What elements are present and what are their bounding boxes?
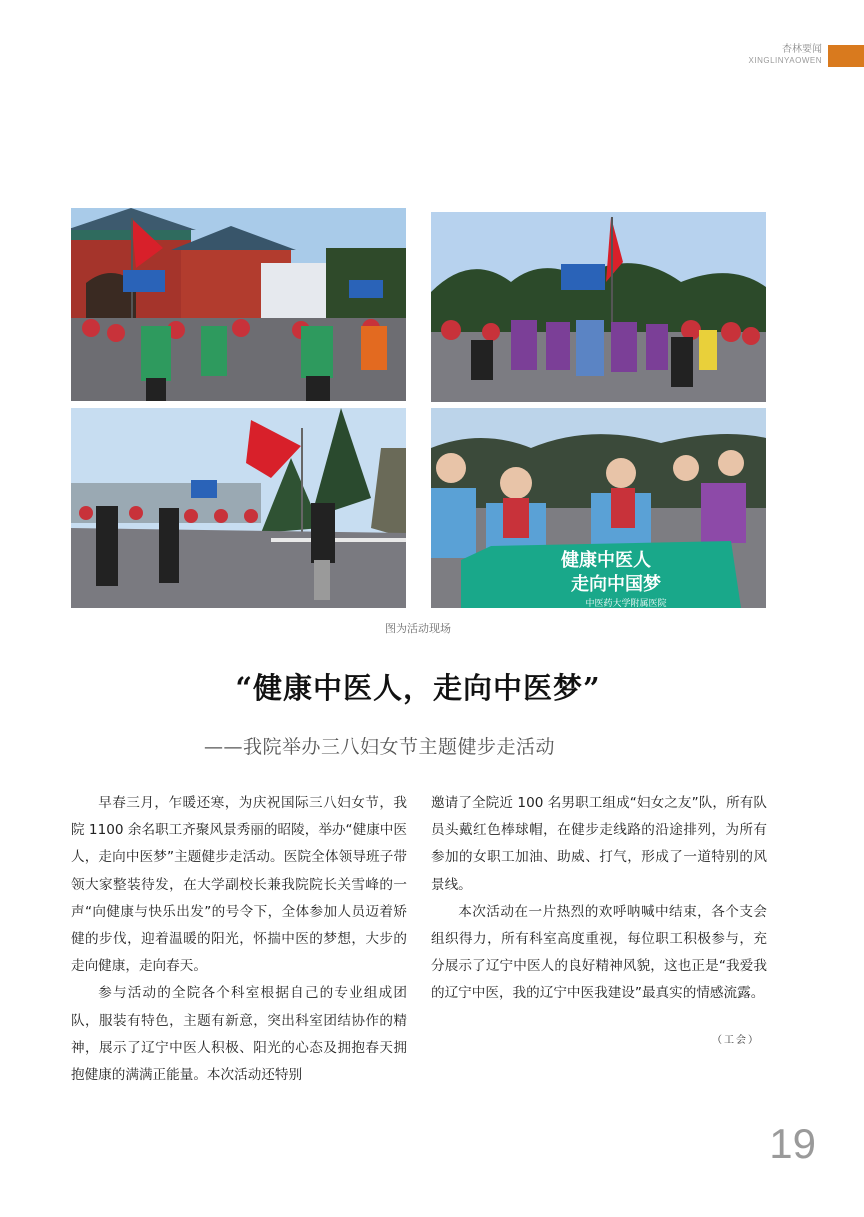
activity-photo-1 <box>71 208 406 401</box>
banner-line3: 中医药大学附属医院 <box>585 599 667 608</box>
article-signature: （工会） <box>712 1035 760 1046</box>
article-title: “健康中医人，走向中医梦” <box>235 671 601 705</box>
article-column-left <box>71 790 407 1089</box>
banner-line2: 走向中国梦 <box>571 574 661 595</box>
section-title-zh: 杏林要闻 <box>782 44 822 55</box>
activity-photo-2 <box>431 212 766 402</box>
activity-photo-3 <box>71 408 406 608</box>
paragraph-3: 本次活动在一片热烈的欢呼呐喊中结束，各个支会组织得力，所有科室高度重视，每位职工积极参与，充分展示了辽宁中医人的良好精神风貌，这也正是“我爱我的辽宁中医，我的辽宁中医我建设”最真实的情感流露。 <box>431 903 767 1002</box>
paragraph-1: 早春三月，乍暖还寒，为庆祝国际三八妇女节，我院 1100 余名职工齐聚风景秀丽的昭陵，举办“健康中医人，走向中医梦”主题健步走活动。医院全体领导班子带领大家整装待发，在大学副校长兼我院院长关雪峰的一声“向健康与快乐出发”的号令下，全体参加人员迈着矫健的步伐，迎着温暖的阳光，怀揣中医的梦想，大步的走向健康，走向春天。 <box>71 795 407 975</box>
paragraph-2: 参与活动的全院各个科室根据自己的专业组成团队，服装有特色，主题有新意，突出科室团结协作的精神，展示了辽宁中医人积极、阳光的心态及拥抱春天拥抱健康的满满正能量。本次活动还特别 <box>71 985 407 1084</box>
paragraph-2-continued: 邀请了全院近 100 名男职工组成“妇女之友”队，所有队员头戴红色棒球帽，在健步走线路的沿途排列，为所有参加的女职工加油、助威、打气，形成了一道特别的风景线。 <box>431 795 767 893</box>
section-title-en: XINGLINYAOWEN <box>748 56 822 65</box>
page-number: 19 <box>769 1120 816 1167</box>
banner-line1: 健康中医人 <box>561 550 651 571</box>
article-column-right <box>431 790 767 1008</box>
article-subtitle: ——我院举办三八妇女节主题健步走活动 <box>204 736 556 758</box>
photo-caption: 图为活动现场 <box>385 622 451 635</box>
activity-photo-4 <box>431 408 766 608</box>
section-color-tab <box>828 45 864 67</box>
section-header <box>749 44 822 66</box>
